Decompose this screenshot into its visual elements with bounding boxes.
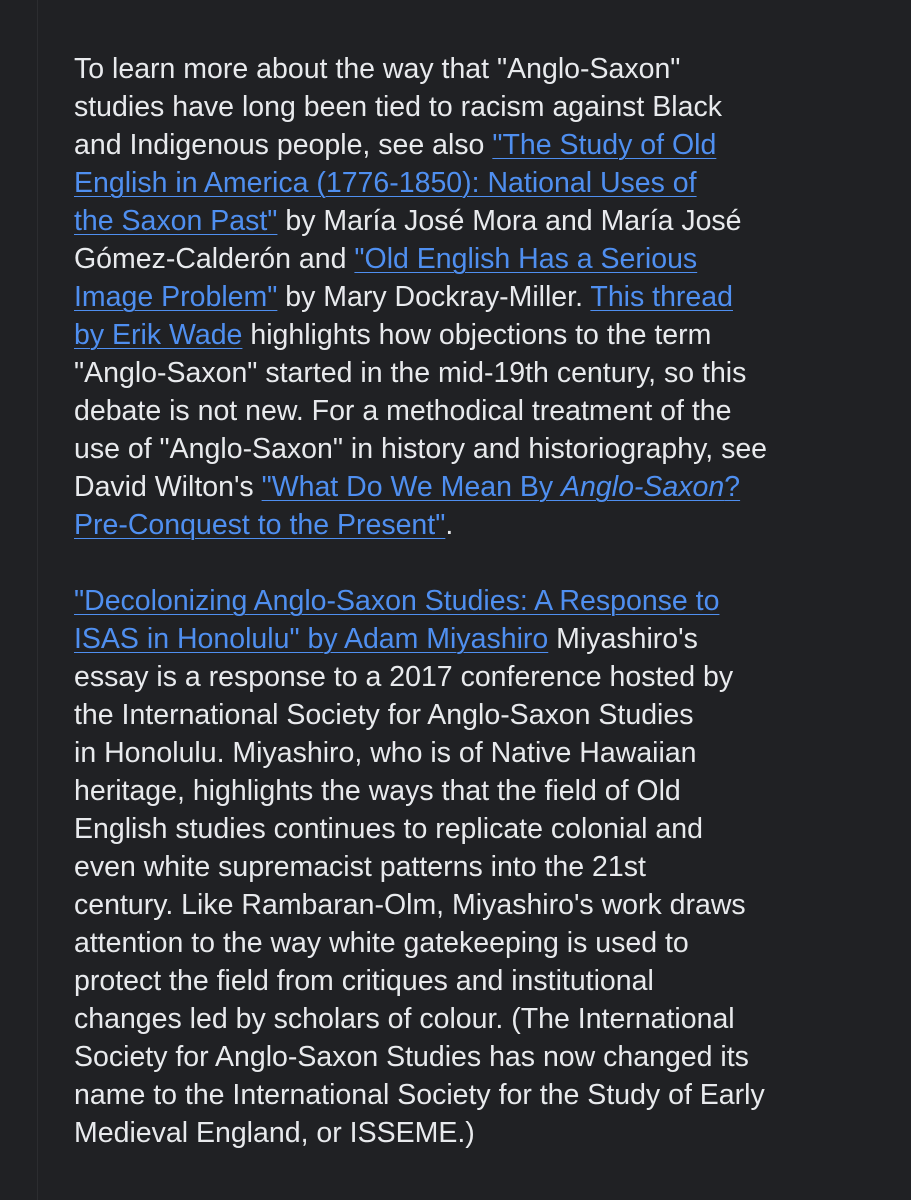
body-text: name to the International Society for the Study of Early xyxy=(74,1079,765,1111)
reference-link[interactable]: Anglo-Saxon xyxy=(561,471,725,503)
reference-link[interactable]: English in America (1776-1850): National Uses of xyxy=(74,167,697,199)
body-text: . xyxy=(445,509,454,541)
text-line xyxy=(74,430,884,468)
reference-link[interactable]: ISAS in Honolulu" by Adam Miyashiro xyxy=(74,623,549,655)
body-text: by Mary Dockray-Miller. xyxy=(277,281,591,313)
text-line xyxy=(74,924,884,962)
text-line xyxy=(74,50,884,88)
reference-link[interactable]: "Decolonizing Anglo-Saxon Studies: A Response to xyxy=(74,585,720,617)
body-text: To learn more about the way that "Anglo-Saxon" xyxy=(74,53,681,85)
reference-link[interactable]: This thread xyxy=(590,281,733,313)
text-line xyxy=(74,354,884,392)
reference-link[interactable]: Pre-Conquest to the Present" xyxy=(74,509,446,541)
body-text: century. Like Rambaran-Olm, Miyashiro's work draws xyxy=(74,889,746,921)
reference-link[interactable]: the Saxon Past" xyxy=(74,205,278,237)
left-border-rule xyxy=(37,0,38,1200)
body-text: attention to the way white gatekeeping is used to xyxy=(74,927,689,959)
text-line xyxy=(74,810,884,848)
body-text: protect the field from critiques and institutional xyxy=(74,965,654,997)
body-text: by María José Mora and María José xyxy=(277,205,742,237)
body-text: essay is a response to a 2017 conference hosted by xyxy=(74,661,734,693)
body-text: use of "Anglo-Saxon" in history and historiography, see xyxy=(74,433,768,465)
reference-link[interactable]: by Erik Wade xyxy=(74,319,243,351)
text-line xyxy=(74,278,884,316)
reference-link[interactable]: ? xyxy=(724,471,741,503)
body-text: Society for Anglo-Saxon Studies has now changed its xyxy=(74,1041,749,1073)
body-text: in Honolulu. Miyashiro, who is of Native Hawaiian xyxy=(74,737,697,769)
body-text: Miyashiro's xyxy=(548,623,698,655)
body-text: Gómez-Calderón and xyxy=(74,243,355,275)
paragraph-2 xyxy=(74,582,884,1152)
text-line xyxy=(74,1076,884,1114)
body-text: "Anglo-Saxon" started in the mid-19th century, so this xyxy=(74,357,747,389)
text-line xyxy=(74,962,884,1000)
text-line xyxy=(74,1114,884,1152)
text-line xyxy=(74,658,884,696)
reference-link[interactable]: "What Do We Mean By xyxy=(261,471,562,503)
body-text: the International Society for Anglo-Saxon Studies xyxy=(74,699,694,731)
text-line xyxy=(74,202,884,240)
body-text: heritage, highlights the ways that the field of Old xyxy=(74,775,681,807)
article-body xyxy=(74,50,884,1152)
text-line xyxy=(74,392,884,430)
reference-link[interactable]: Image Problem" xyxy=(74,281,278,313)
paragraph-1 xyxy=(74,50,884,544)
text-line xyxy=(74,582,884,620)
text-line xyxy=(74,1038,884,1076)
text-line xyxy=(74,1000,884,1038)
body-text: English studies continues to replicate colonial and xyxy=(74,813,703,845)
text-line xyxy=(74,506,884,544)
text-line xyxy=(74,88,884,126)
body-text: changes led by scholars of colour. (The International xyxy=(74,1003,735,1035)
body-text: highlights how objections to the term xyxy=(242,319,712,351)
text-line xyxy=(74,734,884,772)
reference-link[interactable]: "Old English Has a Serious xyxy=(354,243,698,275)
paragraph-gap xyxy=(74,544,884,582)
text-line xyxy=(74,316,884,354)
text-line xyxy=(74,772,884,810)
reference-link[interactable]: "The Study of Old xyxy=(492,129,717,161)
text-line xyxy=(74,468,884,506)
body-text: studies have long been tied to racism against Black xyxy=(74,91,722,123)
body-text: debate is not new. For a methodical treatment of the xyxy=(74,395,732,427)
text-line xyxy=(74,126,884,164)
body-text: David Wilton's xyxy=(74,471,262,503)
text-line xyxy=(74,240,884,278)
text-line xyxy=(74,164,884,202)
text-line xyxy=(74,886,884,924)
body-text: Medieval England, or ISSEME.) xyxy=(74,1117,475,1149)
text-line xyxy=(74,696,884,734)
body-text: and Indigenous people, see also xyxy=(74,129,493,161)
text-line xyxy=(74,848,884,886)
body-text: even white supremacist patterns into the 21st xyxy=(74,851,646,883)
text-line xyxy=(74,620,884,658)
